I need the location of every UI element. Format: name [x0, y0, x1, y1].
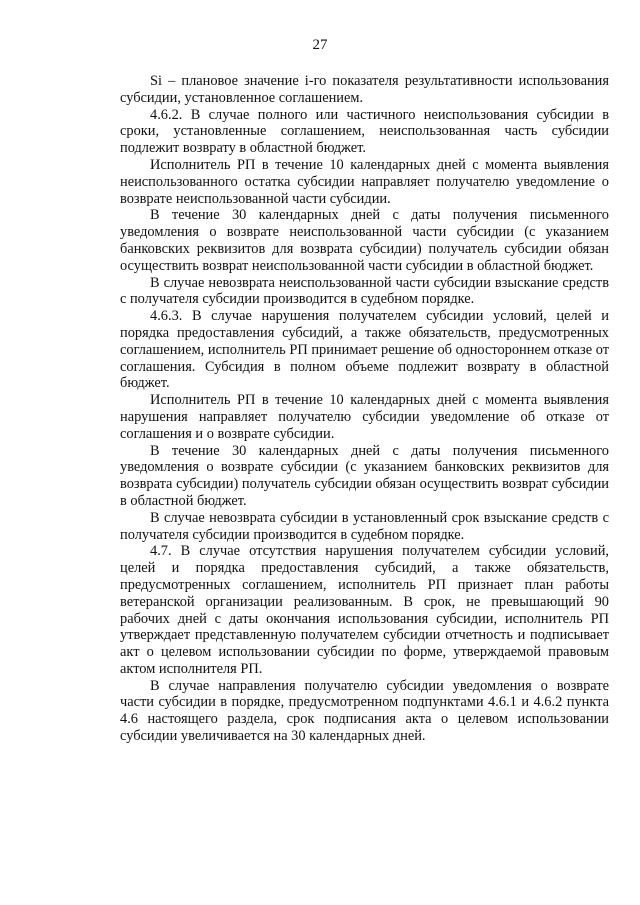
paragraph-return-subsidy-30-days: В течение 30 календарных дней с даты получения письменного уведомления о возврате субсидии (с указанием банковских реквизитов для возврата субсидии) получатель субсидии обязан осуществить возврат субсидии в областной бюджет. [120, 442, 609, 509]
paragraph-4-7: 4.7. В случае отсутствия нарушения получателем субсидии условий, целей и порядка предоставления субсидий, а также обязательств, предусмотренных соглашением, исполнитель РП признает план работы ветеранской организации реализованным. В срок, не превышающий 90 рабочих дней с даты окончания использования субсидии, исполнитель РП утверждает представленную получателем субсидии отчетность и подписывает акт о целевом использовании субсидии по форме, утверждаемой правовым актом исполнителя РП. [120, 543, 609, 677]
paragraph-return-unused-30-days: В течение 30 календарных дней с даты получения письменного уведомления о возврате неиспользованной части субсидии (с указанием банковских реквизитов для возврата субсидии) получатель субсидии обязан осуществить возврат неиспользованной части субсидии в областной бюджет. [120, 207, 609, 274]
paragraph-si-definition: Si – плановое значение i-го показателя результативности использования субсидии, установленное соглашением. [120, 73, 609, 106]
paragraph-4-6-2: 4.6.2. В случае полного или частичного неиспользования субсидии в сроки, установленные соглашением, неиспользованная часть субсидии подлежит возврату в областной бюджет. [120, 106, 609, 157]
paragraph-notice-unused-remainder: Исполнитель РП в течение 10 календарных дней с момента выявления неиспользованного остатка субсидии направляет получателю уведомление о возврате неиспользованной части субсидии. [120, 156, 609, 207]
paragraph-notice-refusal: Исполнитель РП в течение 10 календарных дней с момента выявления нарушения направляет получателю субсидии уведомление об отказе от соглашения и о возврате субсидии. [120, 392, 609, 442]
page-number: 27 [312, 37, 328, 53]
paragraph-act-extension: В случае направления получателю субсидии уведомления о возврате части субсидии в порядке, предусмотренном подпунктами 4.6.1 и 4.6.2 пункта 4.6 настоящего раздела, срок подписания акта о целевом использовании субсидии увеличивается на 30 календарных дней. [120, 677, 609, 745]
paragraph-court-recovery-subsidy: В случае невозврата субсидии в установленный срок взыскание средств с получателя субсидии производится в судебном порядке. [120, 509, 609, 543]
paragraph-4-6-3: 4.6.3. В случае нарушения получателем субсидии условий, целей и порядка предоставления субсидий, а также обязательств, предусмотренных соглашением, исполнитель РП принимает решение об одностороннем отказе от соглашения. Субсидия в полном объеме подлежит возврату в областной бюджет. [120, 308, 609, 392]
document-body [120, 73, 609, 745]
paragraph-court-recovery-unused: В случае невозврата неиспользованной части субсидии взыскание средств с получателя субсидии производится в судебном порядке. [120, 274, 609, 308]
